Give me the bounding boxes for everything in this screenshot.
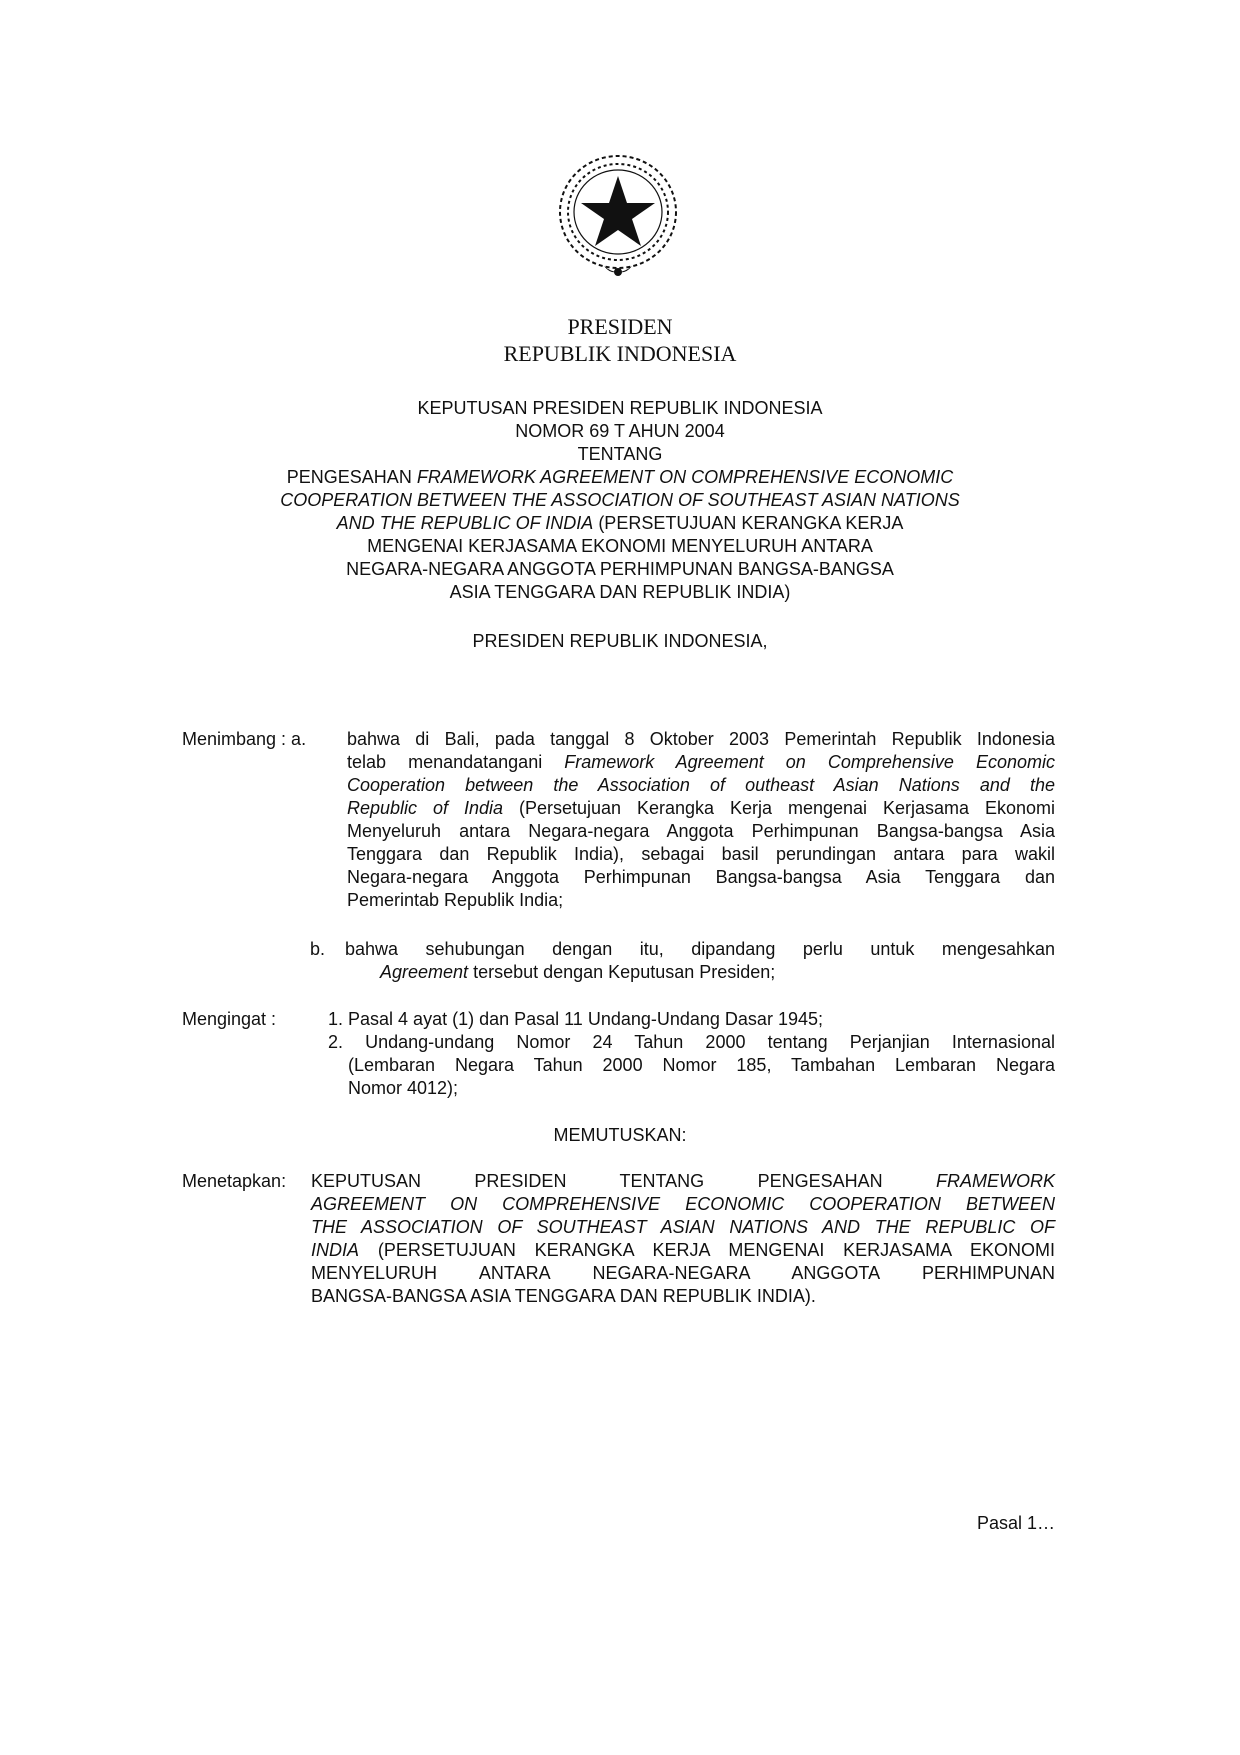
title-line-6 [0,512,1240,535]
menimbang-a [347,728,1055,912]
title-line-4-italic: FRAMEWORK AGREEMENT ON COMPREHENSIVE ECONOMIC [416,467,954,487]
menetapkan-line-1-italic: FRAMEWORK [936,1171,1055,1191]
menimbang-a-line-8: Pemerintab Republik India; [347,890,564,910]
menetapkan-line-4-normal: (PERSETUJUAN KERANGKA KERJA MENGENAI KERJASAMA EKONOMI [359,1240,1055,1260]
menimbang-a-line-3 [347,774,1055,797]
memutuskan-heading: MEMUTUSKAN: [553,1125,687,1145]
menetapkan-line-4 [311,1239,1055,1262]
title-line-4-normal: PENGESAHAN [286,467,417,487]
mengingat-item-2-line-1: 2. Undang-undang Nomor 24 Tahun 2000 tentang Perjanjian Internasional [328,1032,1055,1052]
mengingat-list [328,1008,1055,1100]
title-line-6-normal: (PERSETUJUAN KERANGKA KERJA [593,513,904,533]
menimbang-a-line-4 [347,797,1055,820]
menimbang-a-line-2-normal: telab menandatangani [347,752,565,772]
menimbang-b-line-2 [345,961,1055,984]
star-wreath-icon [552,146,684,286]
title-line-2: NOMOR 69 T AHUN 2004 [515,421,725,441]
menimbang-a-line-3-italic: Cooperation between the Association of outheast Asian Nations and the [347,775,1055,795]
mengingat-item-1: 1. Pasal 4 ayat (1) dan Pasal 11 Undang-Undang Dasar 1945; [328,1009,823,1029]
menetapkan-line-3 [311,1216,1055,1239]
title-line-6-italic: AND THE REPUBLIC OF INDIA [336,513,594,533]
menimbang-a-line-5: Menyeluruh antara Negara-negara Anggota Perhimpunan Bangsa-bangsa Asia [347,821,1055,841]
menimbang-a-line-4-normal: (Persetujuan Kerangka Kerja mengenai Kerjasama Ekonomi [503,798,1055,818]
mengingat-label: Mengingat : [182,1009,277,1029]
title-line-3: TENTANG [577,444,663,464]
president-line: PRESIDEN REPUBLIK INDONESIA, [472,631,768,651]
title-line-1: KEPUTUSAN PRESIDEN REPUBLIK INDONESIA [417,398,823,418]
title-line-9: ASIA TENGGARA DAN REPUBLIK INDIA) [449,582,791,602]
menetapkan-line-2-italic: AGREEMENT ON COMPREHENSIVE ECONOMIC COOPERATION BETWEEN [311,1194,1055,1214]
menimbang-a-line-2 [347,751,1055,774]
menimbang-b-line-2-normal: tersebut dengan Keputusan Presiden; [468,962,776,982]
title-line-4 [0,466,1240,489]
state-emblem [552,146,684,286]
menimbang-label: Menimbang : a. [182,729,307,749]
title-line-5 [0,489,1240,512]
header-republik-indonesia: REPUBLIK INDONESIA [503,341,737,366]
menetapkan-line-4-italic: INDIA [311,1240,360,1260]
menetapkan-body [311,1170,1055,1308]
mengingat-item-2-line-2: (Lembaran Negara Tahun 2000 Nomor 185, Tambahan Lembaran Negara [348,1055,1055,1075]
menetapkan-line-1-normal: KEPUTUSAN PRESIDEN TENTANG PENGESAHAN [311,1171,936,1191]
menetapkan-line-6: BANGSA-BANGSA ASIA TENGGARA DAN REPUBLIK INDIA). [311,1286,816,1306]
menimbang-a-line-2-italic: Framework Agreement on Comprehensive Economic [564,752,1055,772]
menimbang-a-line-1: bahwa di Bali, pada tanggal 8 Oktober 2003 Pemerintah Republik Indonesia [347,729,1055,749]
menimbang-a-line-7: Negara-negara Anggota Perhimpunan Bangsa-bangsa Asia Tenggara dan [347,867,1055,887]
menetapkan-line-3-italic: THE ASSOCIATION OF SOUTHEAST ASIAN NATIONS AND THE REPUBLIC OF [311,1217,1055,1237]
menimbang-b-line-2-italic: Agreement [380,962,469,982]
page-continuation: Pasal 1… [976,1513,1055,1533]
menimbang-b [345,938,1055,984]
menetapkan-line-2 [311,1193,1055,1216]
menimbang-b-label: b. [310,939,326,959]
menetapkan-label: Menetapkan: [182,1171,287,1191]
menimbang-a-line-4-italic: Republic of India [347,798,503,818]
title-line-7: MENGENAI KERJASAMA EKONOMI MENYELURUH ANTARA [367,536,873,556]
menetapkan-line-5: MENYELURUH ANTARA NEGARA-NEGARA ANGGOTA PERHIMPUNAN [311,1263,1055,1283]
menimbang-b-line-1: bahwa sehubungan dengan itu, dipandang perlu untuk mengesahkan [345,939,1055,959]
mengingat-item-2-line-3: Nomor 4012); [348,1078,459,1098]
title-line-5-italic: COOPERATION BETWEEN THE ASSOCIATION OF SOUTHEAST ASIAN NATIONS [280,490,960,510]
header-presiden: PRESIDEN [567,314,673,339]
menetapkan-line-1 [311,1170,1055,1193]
title-line-8: NEGARA-NEGARA ANGGOTA PERHIMPUNAN BANGSA-BANGSA [346,559,894,579]
menimbang-a-line-6: Tenggara dan Republik India), sebagai basil perundingan antara para wakil [347,844,1055,864]
